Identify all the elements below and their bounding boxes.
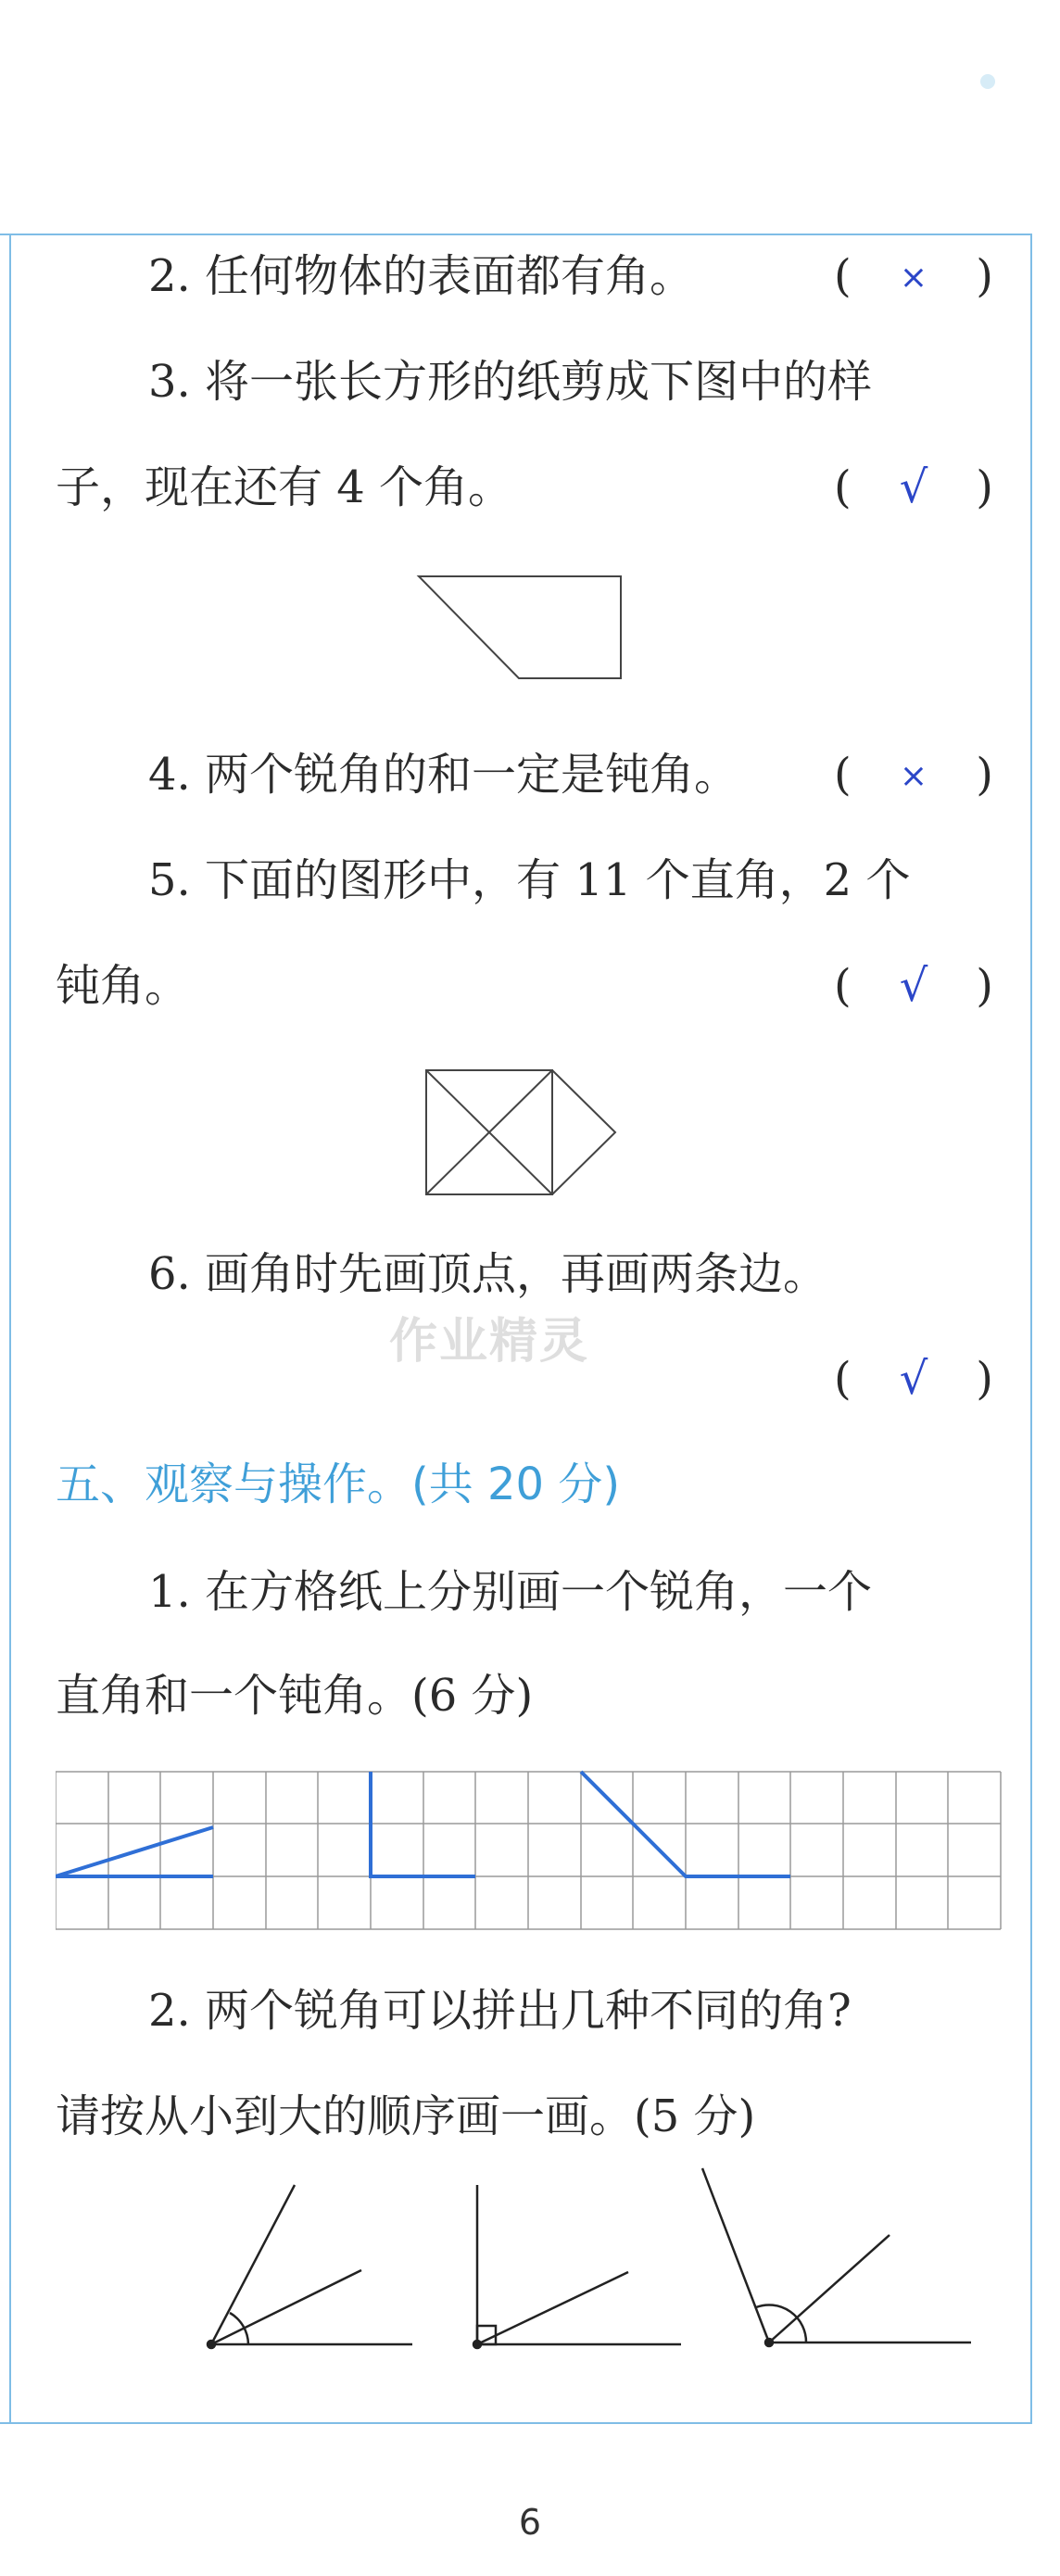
question-3-line-1: 3. 将一张长方形的纸剪成下图中的样 — [148, 356, 873, 408]
question-3-line-2: 子，现在还有 4 个角。 — [56, 461, 513, 513]
combined-obtuse-angle — [702, 2168, 971, 2346]
question-5-line-1: 5. 下面的图形中，有 11 个直角，2 个 — [148, 854, 911, 906]
watermark: 作业精灵 — [389, 1314, 590, 1370]
square-with-triangle-figure — [417, 1061, 630, 1200]
decorative-dot — [980, 74, 995, 89]
page-frame-left-edge — [0, 234, 11, 2422]
paren-close: ) — [976, 1353, 993, 1405]
section5-question-1-line-1: 1. 在方格纸上分别画一个锐角，一个 — [148, 1566, 873, 1618]
paren-open: ( — [834, 250, 852, 302]
paren-open: ( — [834, 960, 852, 1012]
drawn-acute-angle — [56, 1827, 213, 1876]
section-5-title: 五、观察与操作。(共 20 分) — [56, 1458, 621, 1510]
paren-close: ) — [976, 461, 993, 513]
grid-paper-answer — [56, 1770, 1004, 1937]
paren-close: ) — [976, 960, 993, 1012]
paren-open: ( — [834, 749, 852, 801]
section5-question-2-line-2: 请按从小到大的顺序画一画。(5 分) — [56, 2090, 756, 2142]
answer-4: × — [899, 757, 928, 795]
paren-close: ) — [976, 749, 993, 801]
paren-close: ) — [976, 250, 993, 302]
section5-question-1-line-2: 直角和一个钝角。(6 分) — [56, 1670, 534, 1722]
question-2-text: 2. 任何物体的表面都有角。 — [148, 250, 695, 302]
question-6-text: 6. 画角时先画顶点，再画两条边。 — [148, 1248, 828, 1300]
question-4-text: 4. 两个锐角的和一定是钝角。 — [148, 749, 739, 801]
page-number: 6 — [518, 2502, 542, 2543]
combined-acute-angle — [208, 2185, 412, 2348]
grid-lines — [56, 1772, 1001, 1929]
combined-angles-figure — [185, 2159, 1001, 2363]
answer-5: √ — [899, 960, 928, 1012]
paren-open: ( — [834, 1353, 852, 1405]
question-5-line-2: 钝角。 — [56, 960, 190, 1012]
answer-3: √ — [899, 461, 928, 513]
paren-open: ( — [834, 461, 852, 513]
section5-question-2-line-1: 2. 两个锐角可以拼出几种不同的角? — [148, 1985, 852, 2037]
answer-6: √ — [899, 1353, 928, 1405]
combined-right-angle — [473, 2185, 681, 2348]
cut-paper-figure — [408, 565, 630, 686]
answer-2: × — [899, 259, 928, 297]
